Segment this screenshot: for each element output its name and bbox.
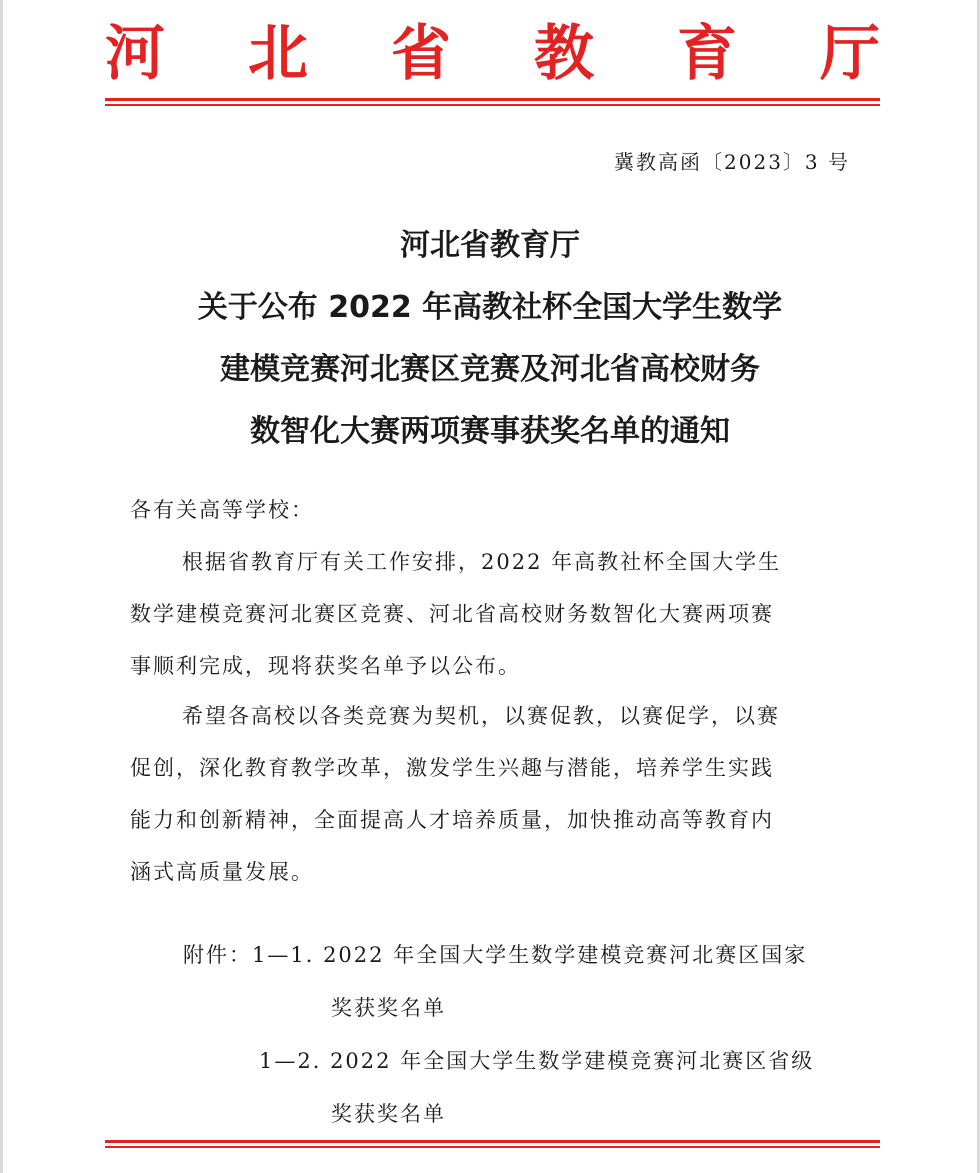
attachment-item	[183, 929, 814, 982]
salutation: 各有关高等学校：	[130, 498, 314, 522]
attachments	[183, 929, 814, 1141]
masthead-char: 省	[391, 19, 451, 89]
title-line: 河北省教育厅	[400, 228, 580, 263]
masthead-char: 北	[248, 19, 308, 89]
paragraph-line: 涵式高质量发展。	[130, 860, 314, 884]
masthead-rule-thin	[105, 104, 880, 106]
document-title	[0, 215, 980, 463]
document-body	[130, 484, 870, 898]
document-number: 冀教高函〔2023〕3 号	[614, 150, 850, 174]
attachment-item: 1—2. 2022 年全国大学生数学建模竞赛河北赛区省级	[259, 1049, 815, 1073]
masthead-char: 河	[105, 19, 165, 89]
title-line: 数智化大赛两项赛事获奖名单的通知	[250, 414, 730, 449]
footer-rule-thick	[105, 1140, 880, 1143]
masthead-char: 教	[534, 19, 594, 89]
masthead-rule-thick	[105, 98, 880, 101]
masthead-char: 育	[677, 19, 737, 89]
title-line: 建模竞赛河北赛区竞赛及河北省高校财务	[220, 352, 760, 387]
paragraph-line: 能力和创新精神，全面提高人才培养质量，加快推动高等教育内	[130, 808, 774, 832]
attachment-label: 附件：	[183, 943, 252, 967]
paragraph-line: 根据省教育厅有关工作安排，2022 年高教社杯全国大学生	[182, 550, 782, 574]
paragraph-2	[130, 690, 870, 898]
title-line: 关于公布 2022 年高教社杯全国大学生数学	[197, 290, 783, 325]
attachment-title-cont: 奖获奖名单	[331, 1102, 446, 1126]
page-left-edge	[0, 0, 3, 1173]
attachment-title-cont: 奖获奖名单	[331, 996, 446, 1020]
masthead	[105, 14, 880, 89]
masthead-char: 厅	[820, 19, 880, 89]
paragraph-line: 数学建模竞赛河北赛区竞赛、河北省高校财务数智化大赛两项赛	[130, 602, 774, 626]
paragraph-line: 希望各高校以各类竞赛为契机，以赛促教，以赛促学，以赛	[182, 704, 780, 728]
paragraph-line: 促创，深化教育教学改革，激发学生兴趣与潜能，培养学生实践	[130, 756, 774, 780]
attachment-title: 1—1. 2022 年全国大学生数学建模竞赛河北赛区国家	[252, 943, 808, 967]
paragraph-1	[130, 536, 870, 692]
footer-rule-thin	[105, 1146, 880, 1148]
paragraph-line: 事顺利完成，现将获奖名单予以公布。	[130, 654, 521, 678]
